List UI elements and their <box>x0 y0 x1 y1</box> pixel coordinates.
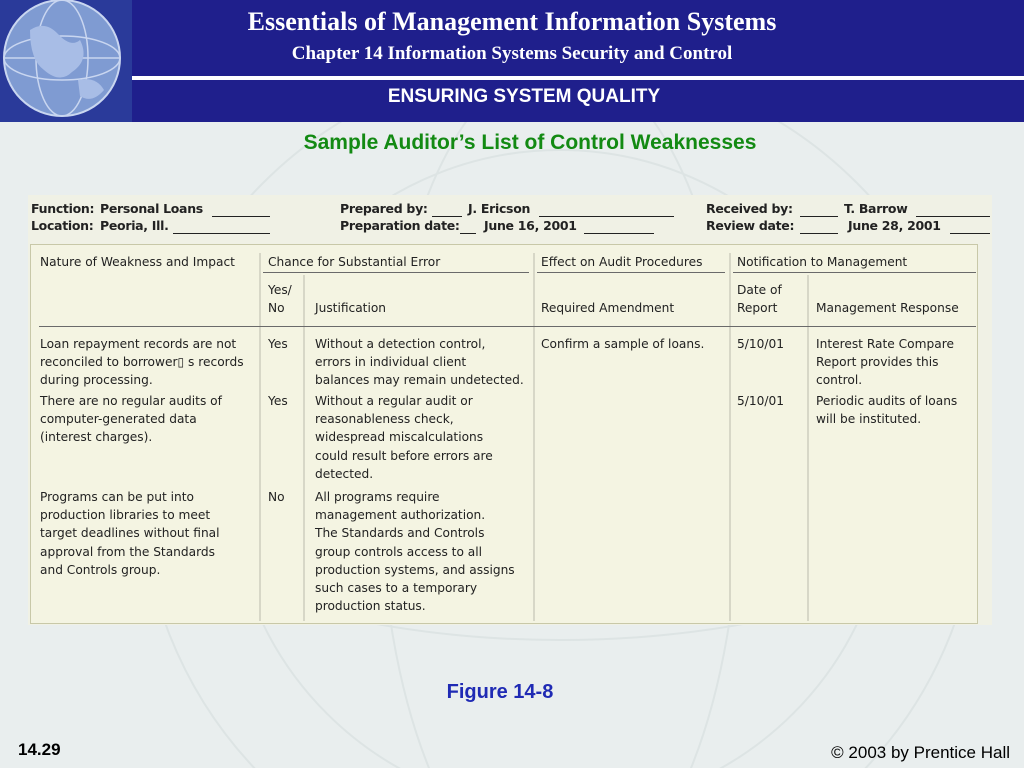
row-2-yes-no: Yes <box>268 394 288 408</box>
chapter-subtitle: Chapter 14 Information Systems Security and Control <box>291 43 733 64</box>
header-nature-of-weakness: Nature of Weakness and Impact <box>40 255 235 269</box>
column-divider <box>729 253 731 621</box>
row-1-weakness: Loan repayment records are not reconciled to borrower▯ s records during processing. <box>40 337 244 388</box>
globe-logo-icon <box>0 0 132 122</box>
header-divider <box>132 76 1024 80</box>
copyright-notice: © 2003 by Prentice Hall <box>831 743 1010 762</box>
row-3-weakness: Programs can be put into production libraries to meet target deadlines without final approval from the Standards and Controls group. <box>40 490 220 577</box>
received-by-value: T. Barrow <box>844 201 908 216</box>
weakness-table <box>30 244 978 624</box>
slide-number: 14.29 <box>18 740 61 759</box>
review-date-value: June 28, 2001 <box>848 218 941 233</box>
location-value: Peoria, Ill. <box>100 218 169 233</box>
auditor-weakness-figure <box>28 195 992 625</box>
row-1-response: Interest Rate Compare Report provides this control. <box>816 337 954 388</box>
preparation-date-label: Preparation date: <box>340 218 460 233</box>
prepared-by-label: Prepared by: <box>340 201 428 216</box>
header-justification: Justification <box>315 301 387 315</box>
preparation-date-underline-a <box>460 233 476 234</box>
header-chance-for-error: Chance for Substantial Error <box>268 255 441 269</box>
function-value: Personal Loans <box>100 201 203 216</box>
function-underline <box>212 216 270 217</box>
row-2-date: 5/10/01 <box>737 394 784 408</box>
row-2-weakness: There are no regular audits of computer-generated data (interest charges). <box>40 394 222 445</box>
header-separator <box>39 326 976 327</box>
header-yes-no: Yes/ No <box>268 283 292 316</box>
row-1-date: 5/10/01 <box>737 337 784 351</box>
received-by-underline-b <box>916 216 990 217</box>
row-2-response: Periodic audits of loans will be instituted. <box>816 394 958 427</box>
received-by-label: Received by: <box>706 201 793 216</box>
header-effect-on-audit: Effect on Audit Procedures <box>541 255 703 269</box>
row-1-yes-no: Yes <box>268 337 288 351</box>
review-date-label: Review date: <box>706 218 795 233</box>
received-by-underline-a <box>800 216 838 217</box>
preparation-date-underline-b <box>584 233 654 234</box>
location-label: Location: <box>31 218 94 233</box>
header-date-of-report: Date of Report <box>737 283 782 316</box>
figure-label: Figure 14-8 <box>446 681 554 703</box>
slide-heading: Sample Auditor’s List of Control Weaknesses <box>303 131 757 154</box>
prepared-by-underline-a <box>432 216 462 217</box>
prepared-by-underline-b <box>539 216 674 217</box>
group-underline-notification <box>733 272 976 273</box>
review-date-underline-b <box>950 233 990 234</box>
prepared-by-value: J. Ericson <box>468 201 531 216</box>
row-1-justification: Without a detection control, errors in individual client balances may remain undetected. <box>315 337 524 388</box>
function-label: Function: <box>31 201 95 216</box>
group-underline-effect <box>537 272 725 273</box>
row-1-amendment: Confirm a sample of loans. <box>541 337 705 351</box>
header-required-amendment: Required Amendment <box>541 301 675 315</box>
column-divider <box>259 253 261 621</box>
header-notification: Notification to Management <box>737 255 908 269</box>
section-title: ENSURING SYSTEM QUALITY <box>387 86 661 107</box>
header-management-response: Management Response <box>816 301 959 315</box>
row-3-justification: All programs require management authorization. The Standards and Controls group controls access to all production systems, and assigns such cases to a temporary production status. <box>315 490 515 614</box>
column-divider <box>533 253 535 621</box>
slide-header <box>0 0 1024 122</box>
preparation-date-value: June 16, 2001 <box>484 218 577 233</box>
slide-title: Essentials of Management Information Systems <box>247 7 777 36</box>
review-date-underline-a <box>800 233 838 234</box>
group-underline-chance <box>263 272 529 273</box>
row-3-yes-no: No <box>268 490 285 504</box>
row-2-justification: Without a regular audit or reasonableness check, widespread miscalculations could result before errors are detected. <box>315 394 493 481</box>
location-underline <box>173 233 270 234</box>
